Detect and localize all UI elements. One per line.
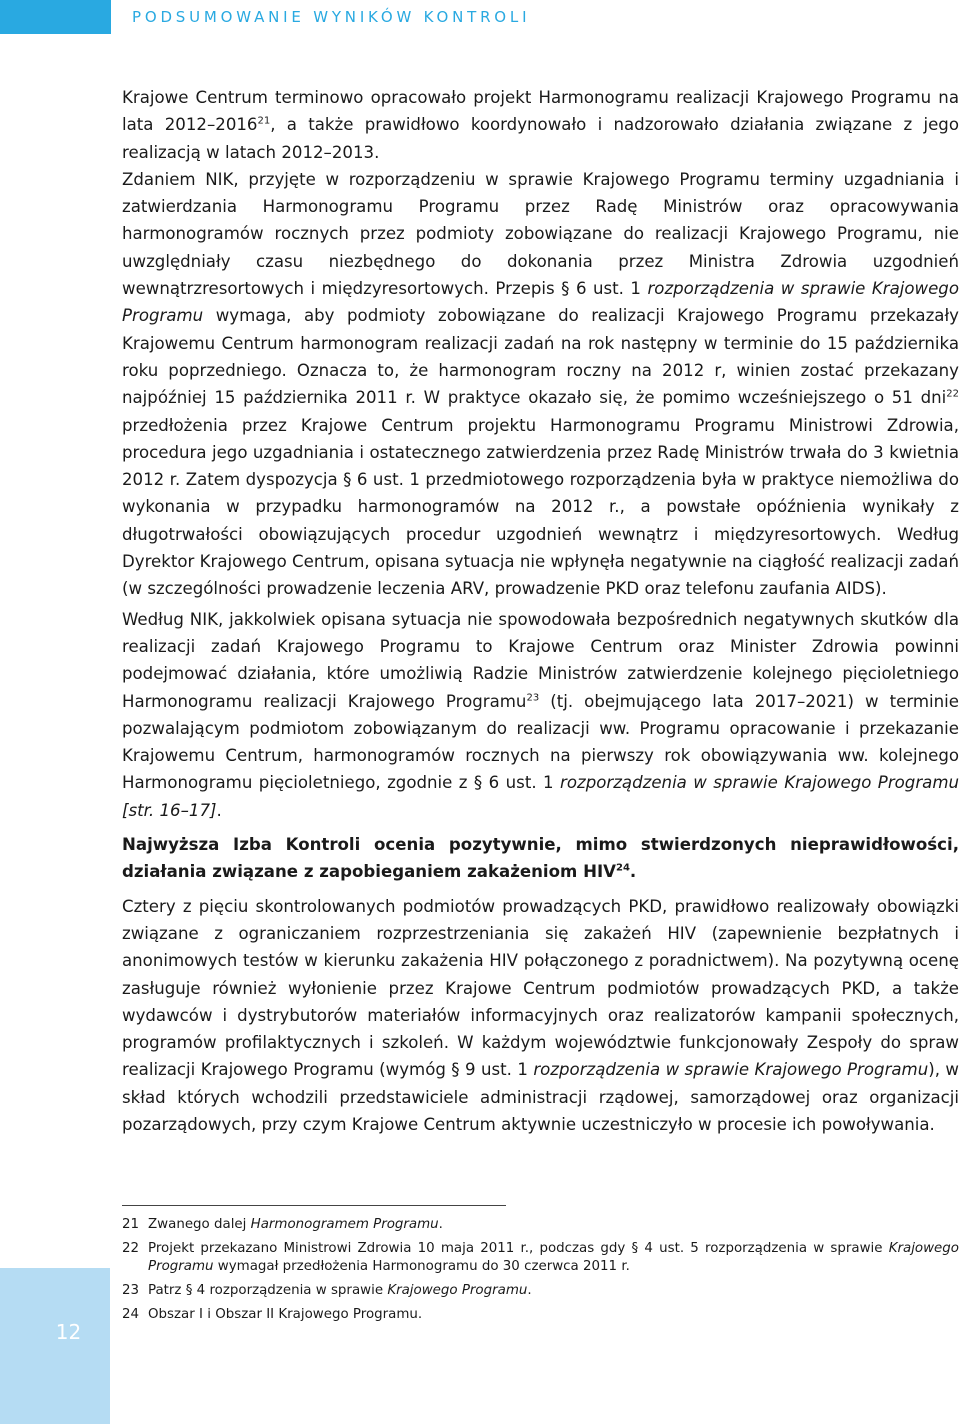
footnote-separator bbox=[122, 1205, 506, 1206]
paragraph-2 bbox=[122, 166, 959, 603]
text-run-italic: Krajowego Programu bbox=[387, 1283, 528, 1298]
header-color-block bbox=[0, 0, 111, 34]
text-run: Zwanego dalej bbox=[148, 1217, 251, 1232]
text-run: Cztery z pięciu skontrolowanych podmiotów prowadzących PKD, prawidłowo realizowały obowiązki związane z ograniczaniem rozprzestrzeniania się zakażeń HIV (zapewnienie bezpłatnych i anonimowych testów w kierunku zakażenia HIV połączonego z poradnictwem). Na pozytywną ocenę zasługuje również wyłonienie przez Krajowe Centrum podmiotów prowadzących PKD, a także wydawców i dystrybutorów materiałów informacyjnych oraz realizatorów kampanii społecznych, programów profilaktycznych i szkoleń. W każdym województwie funkcjonowały Zespoły do spraw realizacji Krajowego Programu (wymóg § 9 ust. 1 bbox=[122, 896, 959, 1080]
section-header-title: PODSUMOWANIE WYNIKÓW KONTROLI bbox=[132, 8, 531, 26]
footnotes bbox=[122, 1216, 959, 1330]
footnote-number: 22 bbox=[122, 1241, 140, 1256]
main-text bbox=[122, 84, 959, 1138]
text-run-italic: Krajowego Programu bbox=[148, 1241, 959, 1274]
text-run: . bbox=[216, 800, 222, 820]
text-run-italic: rozporządzenia w sprawie Krajowego Programu bbox=[122, 279, 959, 326]
text-run-italic: rozporządzenia w sprawie Krajowego Programu [str. 16–17] bbox=[122, 773, 959, 820]
text-run: wymaga, aby podmioty zobowiązane do realizacji Krajowego Programu przekazały Krajowemu Centrum harmonogram realizacji zadań na rok następny w terminie do 15 października roku poprzedniego. Oznacza to, że harmonogram roczny na 2012 r, winien zostać przekazany najpóźniej 15 października 2011 r. W praktyce okazało się, że pomimo wcześniejszego o 51 dni bbox=[122, 306, 959, 408]
text-run: Patrz § 4 rozporządzenia w sprawie bbox=[148, 1283, 388, 1298]
text-run: ), w skład których wchodzili przedstawiciele administracji rządowej, samorządowej oraz organizacji pozarządowych, przy czym Krajowe Centrum aktywnie uczestniczyło w procesie ich powoływania. bbox=[122, 1060, 959, 1134]
footnote-text bbox=[148, 1282, 959, 1300]
footnote-text bbox=[148, 1240, 959, 1276]
text-run-italic: rozporządzenia w sprawie Krajowego Programu bbox=[533, 1060, 929, 1080]
text-run: Według NIK, jakkolwiek opisana sytuacja nie spowodowała bezpośrednich negatywnych skutków dla realizacji zadań Krajowego Programu to Krajowe Centrum oraz Minister Zdrowia powinni podejmować działania, które umożliwią Radzie Ministrów zatwierdzenie kolejnego pięcioletniego Harmonogramu realizacji Krajowego Programu bbox=[122, 609, 959, 711]
text-run: wymagał przedłożenia Harmonogramu do 30 czerwca 2011 r. bbox=[213, 1259, 630, 1274]
text-run: przedłożenia przez Krajowe Centrum projektu Harmonogramu Programu Ministrowi Zdrowia, procedura jego uzgadniania i ostatecznego zatwierdzenia przez Radę Ministrów trwała do 3 kwietnia 2012 r. Zatem dyspozycja § 6 ust. 1 przedmiotowego rozporządzenia była w praktyce niemożliwa do wykonania w przypadku harmonogramów na 2012 r., a powstałe opóźnienia wynikały z długotrwałości obowiązujących procedur uzgodnień wewnątrz i międzyresortowych. Według Dyrektor Krajowego Centrum, opisana sytuacja nie wpłynęła negatywnie na ciągłość realizacji zadań (w szczególności prowadzenie leczenia ARV, prowadzenie PKD oraz telefonu zaufania AIDS). bbox=[122, 415, 959, 599]
text-run: . bbox=[629, 862, 637, 882]
footnote-21 bbox=[122, 1216, 959, 1234]
text-run: , a także prawidłowo koordynowało i nadzorowało działania związane z jego realizacją w latach 2012–2013. bbox=[122, 115, 959, 162]
text-run: Najwyższa Izba Kontroli ocenia pozytywnie, mimo stwierdzonych nieprawidłowości, działania związane z zapobieganiem zakażeniom HIV bbox=[122, 835, 959, 882]
page-number-box bbox=[0, 1268, 110, 1424]
text-run: (tj. obejmującego lata 2017–2021) w terminie pozwalającym podmiotom zobowiązanym do realizacji ww. Programu opracowanie i przekazanie Krajowemu Centrum, harmonogramów rocznych na pierwszy rok obowiązywania ww. kolejnego Harmonogramu pięcioletniego, zgodnie z § 6 ust. 1 bbox=[122, 691, 959, 793]
footnote-ref-22: 22 bbox=[946, 388, 959, 400]
footnote-number: 23 bbox=[122, 1283, 140, 1298]
text-run-italic: Harmonogramem Programu bbox=[250, 1217, 439, 1232]
footnote-number: 24 bbox=[122, 1307, 140, 1322]
text-run: Projekt przekazano Ministrowi Zdrowia 10 maja 2011 r., podczas gdy § 4 ust. 5 rozporządzenia w sprawie bbox=[148, 1241, 889, 1256]
text-run: Zdaniem NIK, przyjęte w rozporządzeniu w sprawie Krajowego Programu terminy uzgadniania i zatwierdzania Harmonogramu Programu przez Radę Ministrów oraz opracowywania harmonogramów rocznych przez podmioty zobowiązane do realizacji Krajowego Programu, nie uwzględniały czasu niezbędnego do dokonania przez Ministra Zdrowia uzgodnień wewnątrzresortowych i międzyresortowych. Przepis § 6 ust. 1 bbox=[122, 169, 959, 299]
footnote-text bbox=[148, 1216, 959, 1234]
text-run: Krajowe Centrum terminowo opracowało projekt Harmonogramu realizacji Krajowego Programu na lata 2012–2016 bbox=[122, 88, 959, 135]
footnote-text bbox=[148, 1306, 959, 1324]
footnote-ref-21: 21 bbox=[257, 115, 271, 127]
footnote-ref-24: 24 bbox=[616, 862, 630, 874]
footnote-23 bbox=[122, 1282, 959, 1300]
footnote-24 bbox=[122, 1306, 959, 1324]
footnote-number: 21 bbox=[122, 1217, 140, 1232]
page-number: 12 bbox=[55, 1320, 82, 1344]
text-run: . bbox=[527, 1283, 532, 1298]
text-run: . bbox=[438, 1217, 443, 1232]
paragraph-3 bbox=[122, 606, 959, 824]
paragraph-4-assessment bbox=[122, 831, 959, 886]
text-run: Obszar I i Obszar II Krajowego Programu. bbox=[148, 1307, 423, 1322]
footnote-ref-23: 23 bbox=[526, 692, 540, 703]
paragraph-5 bbox=[122, 893, 959, 1139]
paragraph-1 bbox=[122, 84, 959, 166]
footnote-22 bbox=[122, 1240, 959, 1276]
